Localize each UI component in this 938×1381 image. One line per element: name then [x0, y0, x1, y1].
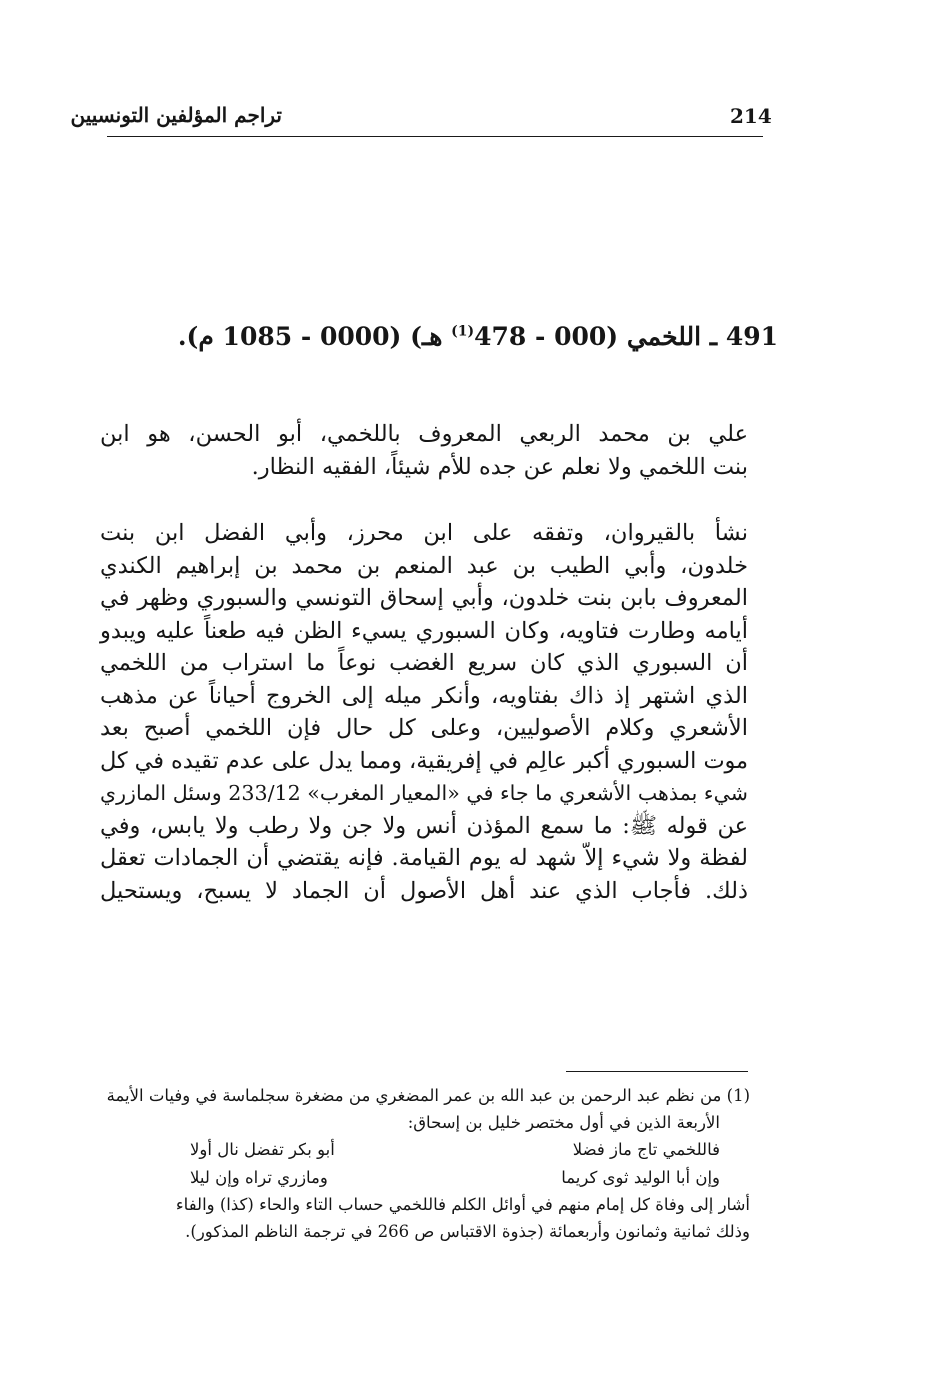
verse-hemistich: أبو بكر تفضل نال أولا: [190, 1140, 335, 1160]
body-line: لفظة ولا شيء إلاّ شهد له يوم القيامة. فإنه يقتضي أن الجمادات تعقل: [100, 845, 748, 871]
entry-title-text: 491 ـ اللخمي (000 - 478: [474, 322, 778, 351]
header-rule: [107, 136, 763, 137]
footnote-line: وذلك ثمانية وثمانون وأربعمائة (جذوة الاقتباس ص 266 في ترجمة الناظم المذكور).: [185, 1222, 750, 1242]
body-line: ذلك. فأجاب الذي عند أهل الأصول أن الجماد لا يسبح، ويستحيل: [100, 877, 748, 904]
footnote-verse-1: [100, 1136, 750, 1163]
footnote-line: أشار إلى وفاة كل إمام منهم في أوائل الكلم فاللخمي حساب التاء والحاء (كذا) والفاء: [175, 1194, 750, 1214]
body-line: خلدون، وأبي الطيب بن عبد المنعم بن محمد بن إبراهيم الكندي: [100, 552, 748, 579]
footnote-line: (1) من نظم عبد الرحمن بن عبد الله بن عمر المضغري من مضغرة سجلماسة في وفيات الأيمة: [106, 1086, 750, 1105]
body-line: الذي اشتهر إذ ذاك بفتاويه، وأنكر ميله إلى الخروج أحياناً عن مذهب: [100, 682, 748, 709]
verse-hemistich: فاللخمي تاج ماز فضلا: [572, 1140, 720, 1160]
body-line: المعروف بابن بنت خلدون، وأبي إسحاق التونسي والسبوري وظهر في: [100, 585, 748, 611]
body-line: علي بن محمد الربعي المعروف باللخمي، أبو الحسن، هو ابن: [100, 421, 748, 447]
entry-title-dates: هـ) (0000 - 1085 م).: [177, 322, 452, 351]
body-line: نشأ بالقيروان، وتفقه على ابن محرز، وأبي الفضل ابن بنت: [100, 520, 748, 546]
paragraph-intro: [100, 418, 748, 483]
footnote-verse-2: [100, 1164, 750, 1191]
running-header-title: تراجم المؤلفين التونسيين: [70, 103, 282, 127]
footnote-marker: (1): [451, 323, 475, 340]
page-number: 214: [730, 104, 772, 128]
footnote-rule: [566, 1071, 748, 1072]
paragraph-biography: [100, 517, 748, 907]
footnote: [100, 1082, 750, 1245]
verse-hemistich: وإن أبا الوليد ثوى كريما: [561, 1167, 720, 1187]
body-line: الأشعري وكلام الأصوليين، وعلى كل حال فإن اللخمي أصبح بعد: [100, 715, 748, 741]
body-line: عن قوله ﷺ: ما سمع المؤذن أنس ولا جن ولا رطب ولا يابس، وفي: [100, 812, 748, 839]
body-line: أن السبوري الذي كان سريع الغضب نوعاً ما استراب من اللخمي: [100, 650, 748, 676]
verse-hemistich: ومازري تراه وإن ليلا: [190, 1167, 328, 1187]
body-line: بنت اللخمي ولا نعلم عن جده للأم شيئاً، الفقيه النظار.: [251, 453, 748, 480]
body-line: شيء بمذهب الأشعري ما جاء في «المعيار المغرب» 233/12 وسئل المازري: [100, 781, 748, 805]
footnote-line: الأربعة الذين في أول مختصر خليل بن إسحاق:: [407, 1113, 720, 1133]
body-line: أيامه وطارت فتاويه، وكان السبوري يسيء الظن فيه طعناً عليه ويبدو: [100, 617, 748, 644]
entry-title: [178, 322, 778, 351]
body-line: موت السبوري أكبر عالِم في إفريقية، ومما يدل على عدم تقيده في كل: [100, 747, 748, 774]
